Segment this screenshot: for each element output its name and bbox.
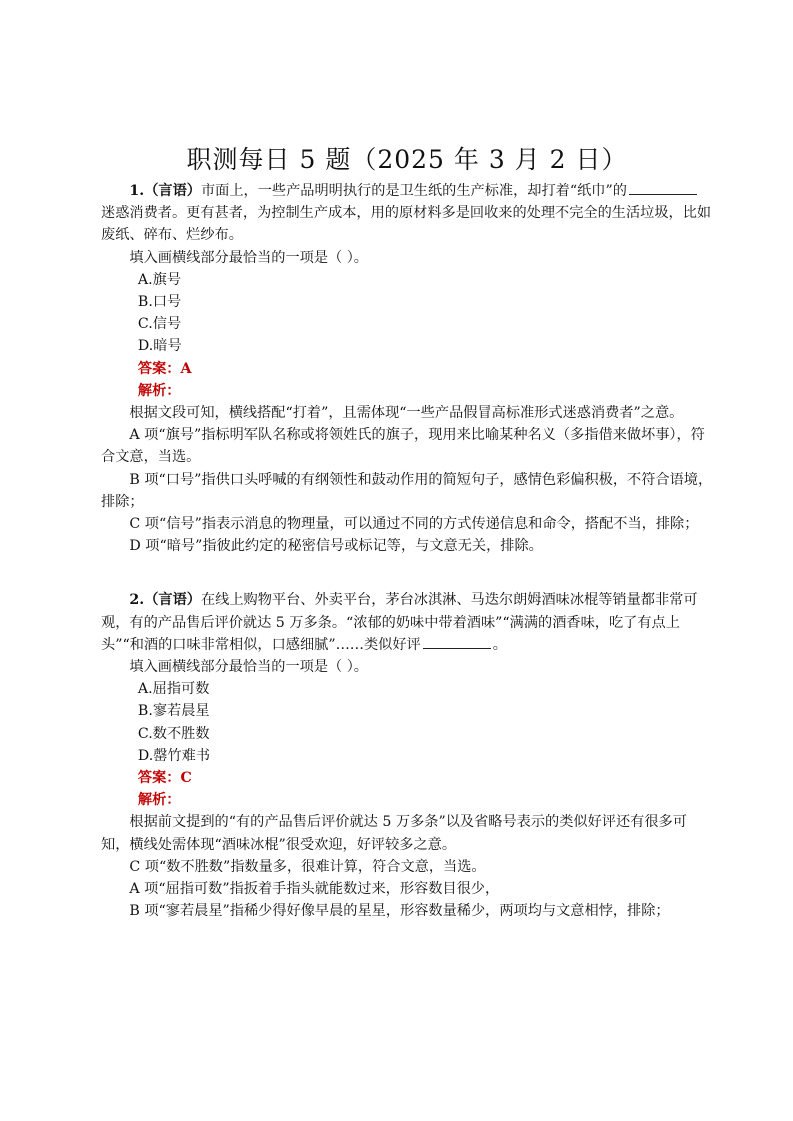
analysis-paragraph: 根据前文提到的“有的产品售后评价就达 5 万多条”以及省略号表示的类似好评还有很多可知，横线处需体现“酒味冰棍”很受欢迎，好评较多之意。 <box>101 814 687 853</box>
question-number: 1. <box>129 183 145 199</box>
answer-label: 答案：A <box>137 360 192 377</box>
question-stem <box>101 589 713 656</box>
fill-blank <box>629 180 697 195</box>
question-prompt: 填入画横线部分最恰当的一项是（ ）。 <box>129 659 368 676</box>
question-category: （言语） <box>144 183 201 199</box>
option-d: D.罄竹难书 <box>137 747 211 764</box>
analysis-paragraph: B 项“口号”指供口头呼喊的有纲领性和鼓动作用的简短句子，感情色彩偏积极，不符合语境，排除； <box>101 471 713 510</box>
question-stem <box>101 180 713 247</box>
stem-text-b: 迷惑消费者。更有甚者，为控制生产成本，用的原材料多是回收来的处理不完全的生活垃圾，比如废纸、碎布、烂纱布。 <box>101 205 712 244</box>
analysis-label: 解析： <box>137 792 181 809</box>
spacer <box>101 579 713 589</box>
analysis-paragraph: 根据文段可知，横线搭配“打着”，且需体现“一些产品假冒高标准形式迷惑消费者”之意。 <box>129 405 684 422</box>
analysis-paragraph: C 项“数不胜数”指数量多，很难计算，符合文意，当选。 <box>129 858 486 875</box>
stem-text-a: 市面上，一些产品明明执行的是卫生纸的生产标准，却打着“纸巾”的 <box>200 183 627 199</box>
stem-text-a: 在线上购物平台、外卖平台，茅台冰淇淋、马迭尔朗姆酒味冰棍等销量都非常可观，有的产品售后评价就达 5 万多条。“浓郁的奶味中带着酒味”“满满的酒香味，吃了有点上头”“和酒的口味非常相似，口感细腻”……类似好评 <box>101 592 698 653</box>
analysis-paragraph: B 项“寥若晨星”指稀少得好像早晨的星星，形容数量稀少，两项均与文意相悖，排除； <box>129 903 670 920</box>
option-d: D.暗号 <box>137 338 182 355</box>
option-c: C.信号 <box>137 316 182 333</box>
question-category: （言语） <box>144 592 201 609</box>
option-b: B.口号 <box>137 294 182 311</box>
option-a: A.旗号 <box>137 271 182 288</box>
analysis-paragraph: A 项“旗号”指标明军队名称或将领姓氏的旗子，现用来比喻某种名义（多指借来做坏事），符合文意，当选。 <box>101 427 705 466</box>
fill-blank <box>423 634 491 649</box>
option-c: C.数不胜数 <box>137 725 210 742</box>
analysis-paragraph: D 项“暗号”指彼此约定的秘密信号或标记等，与文意无关，排除。 <box>129 538 543 555</box>
page-title: 职测每日 5 题（2025 年 3 月 2 日） <box>186 145 628 174</box>
question-2 <box>101 589 713 922</box>
question-number: 2. <box>129 592 145 609</box>
stem-text-b: 。 <box>492 636 507 653</box>
analysis-paragraph: C 项“信号”指表示消息的物理量，可以通过不同的方式传递信息和命令，搭配不当，排除； <box>129 516 699 533</box>
analysis-paragraph: A 项“屈指可数”指扳着手指头就能数过来，形容数目很少， <box>129 881 500 898</box>
analysis-label: 解析： <box>137 382 181 399</box>
answer-label: 答案：C <box>137 770 192 787</box>
option-a: A.屈指可数 <box>137 681 210 698</box>
option-b: B.寥若晨星 <box>137 703 210 720</box>
spacer <box>101 557 713 579</box>
question-prompt: 填入画横线部分最恰当的一项是（ ）。 <box>129 249 368 266</box>
question-1 <box>101 180 713 557</box>
